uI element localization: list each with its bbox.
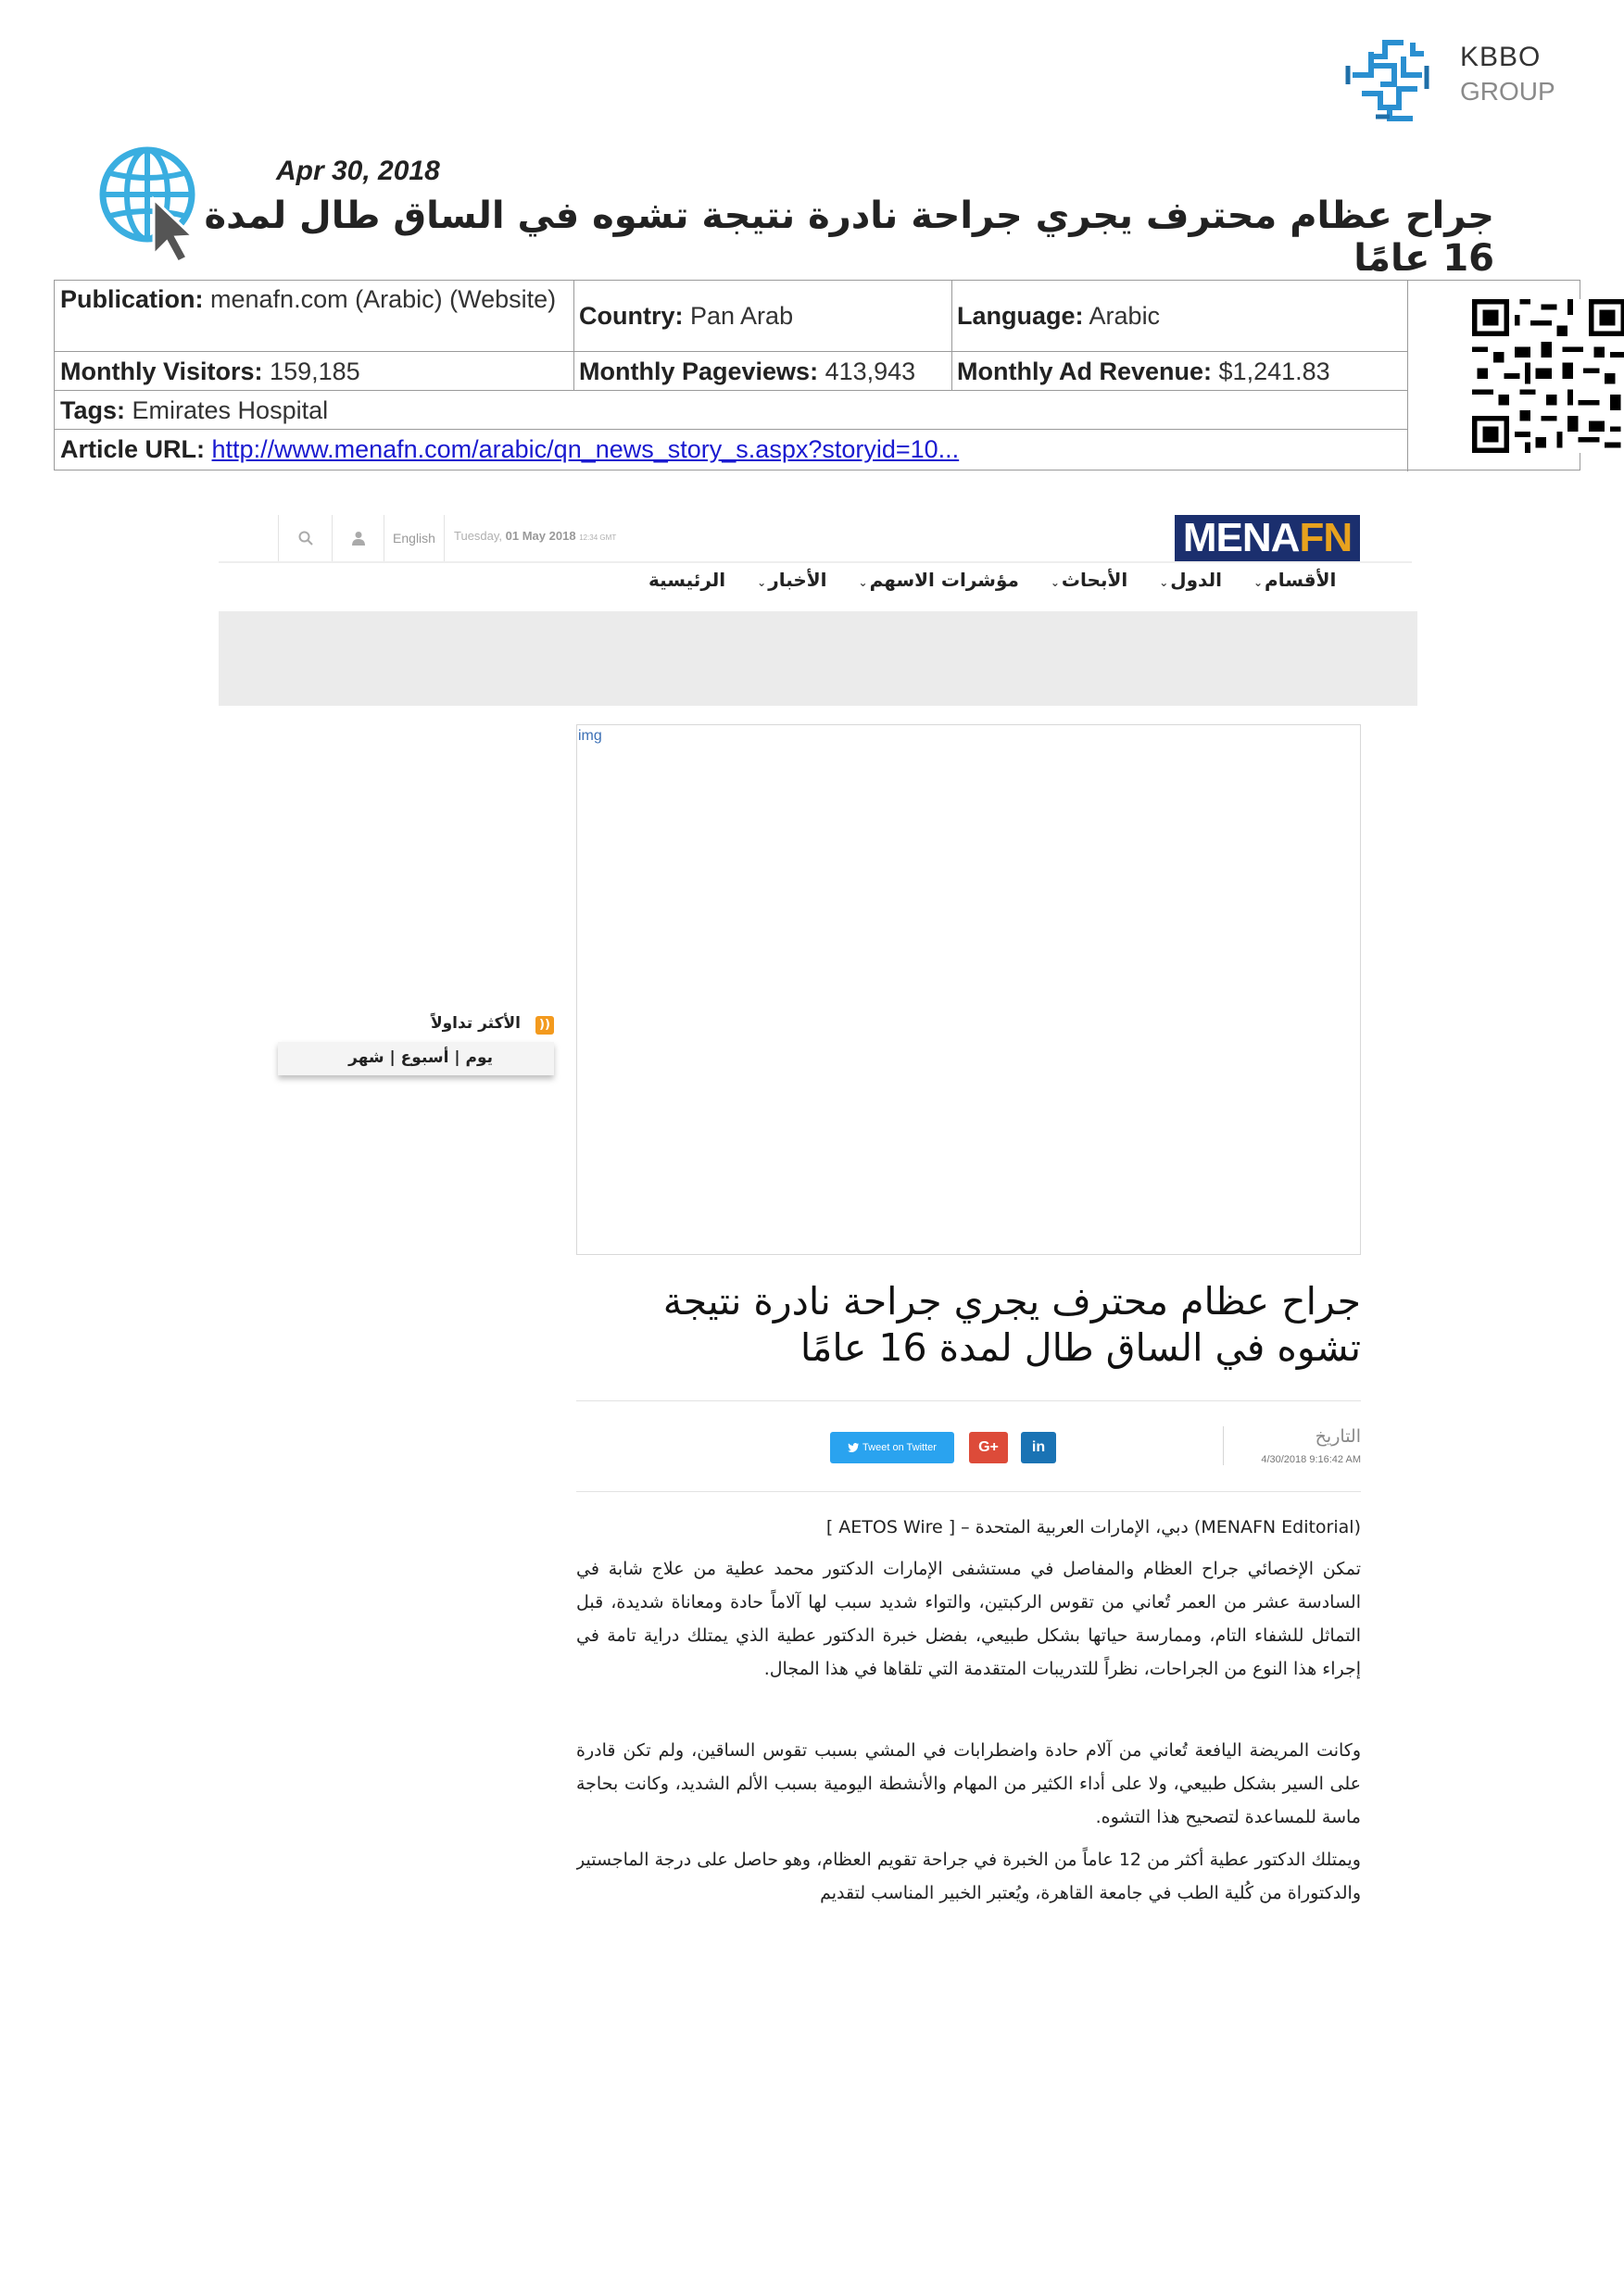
divider — [576, 1400, 1361, 1401]
ad-revenue-cell: Monthly Ad Revenue: $1,241.83 — [957, 358, 1330, 385]
tags-cell: Tags: Emirates Hospital — [60, 396, 329, 424]
english-link[interactable]: English — [384, 515, 445, 561]
article-dateline: (MENAFN Editorial) دبي، الإمارات العربية المتحدة – [ AETOS Wire ] — [825, 1517, 1361, 1537]
chevron-down-icon: ⌄ — [858, 576, 868, 589]
article-paragraph: تمكن الإخصائي جراح العظام والمفاصل في مستشفى الإمارات الدكتور محمد عطية من علاج شابة في السادسة عشر من العمر تُعاني من تقوس الركبتين، والتواء شديد سبب لها آلاماً حادة ومعاناة شديدة، قبل التماثل للشفاء التام، وممارسة حياتها بشكل طبيعي، بفضل خبرة الدكتور عطية الذي يمتلك دراية تامة في إجراء هذا النوع من الجراحات، نظراً للتدريبات المتقدمة التي تلقاها في هذا المجال. — [576, 1559, 1361, 1679]
site-date: Tuesday, 01 May 2018 12:34 GMT — [454, 529, 617, 543]
widget-period-tabs[interactable]: يوم | أسبوع | شهر — [278, 1042, 554, 1075]
nav-item-countries[interactable]: الدول⌄ — [1159, 569, 1222, 591]
divider — [1223, 1426, 1224, 1465]
image-alt-text: img — [578, 728, 602, 744]
widget-title: الأكثر تداولاً — [430, 1014, 521, 1033]
nav-item-indices[interactable]: مؤشرات الاسهم⌄ — [858, 569, 1019, 591]
chevron-down-icon: ⌄ — [1253, 576, 1264, 589]
chevron-down-icon: ⌄ — [1159, 576, 1169, 589]
report-title: جراح عظام محترف يجري جراحة نادرة نتيجة تشوه في الساق طال لمدة 16 عامًا — [204, 194, 1494, 280]
qr-code-icon — [1472, 299, 1624, 453]
ad-banner[interactable] — [219, 611, 1417, 706]
chevron-down-icon: ⌄ — [1050, 576, 1060, 589]
web-globe-cursor-icon — [96, 144, 208, 264]
publication-cell: Publication: menafn.com (Arabic) (Website) — [60, 285, 557, 313]
user-icon — [352, 531, 365, 546]
nav-item-research[interactable]: الأبحاث⌄ — [1050, 569, 1128, 591]
twitter-icon — [848, 1443, 859, 1452]
nav-item-sections[interactable]: الأقسام⌄ — [1253, 569, 1337, 591]
brand-name: KBBO — [1460, 42, 1542, 72]
article-paragraph: وكانت المريضة اليافعة تُعاني من آلام حادة واضطرابات في المشي بسبب تقوس الساقين، ولم تكن قادرة على السير بشكل طبيعي، ولا على أداء الكثير من المهام والأنشطة اليومية بسبب الألم الشديد، وكانت بحاجة ماسة للمساعدة لتصحيح هذا التشوه. — [576, 1740, 1361, 1827]
brand-subtitle: GROUP — [1460, 77, 1555, 106]
user-account-button[interactable] — [332, 515, 384, 561]
divider — [576, 1491, 1361, 1492]
article-url-link[interactable]: http://www.menafn.com/arabic/qn_news_story_s.aspx?storyid=10... — [211, 435, 960, 463]
article-url-cell: Article URL: http://www.menafn.com/arabic/qn_news_story_s.aspx?storyid=10... — [60, 435, 960, 463]
most-traded-widget — [278, 1014, 554, 1077]
article-date-label: التاريخ — [1315, 1426, 1361, 1447]
country-cell: Country: Pan Arab — [579, 302, 794, 330]
nav-item-home[interactable]: الرئيسية — [648, 569, 726, 591]
tweet-button[interactable]: Tweet on Twitter — [830, 1432, 954, 1463]
rss-icon[interactable]: )) — [535, 1016, 554, 1035]
article-paragraph: ويمتلك الدكتور عطية أكثر من 12 عاماً من الخبرة في جراحة تقويم العظام، وهو حاصل على درجة الماجستير والدكتوراة من كُلية الطب في جامعة القاهرة، ويُعتبر الخبير المناسب لتقديم — [576, 1850, 1361, 1903]
visitors-cell: Monthly Visitors: 159,185 — [60, 358, 360, 385]
report-date: Apr 30, 2018 — [276, 156, 440, 186]
article-title: جراح عظام محترف يجري جراحة نادرة نتيجة تشوه في الساق طال لمدة 16 عامًا — [662, 1279, 1361, 1370]
publication-metadata-table — [54, 280, 1580, 470]
search-icon — [298, 531, 313, 546]
linkedin-button[interactable]: in — [1021, 1432, 1056, 1463]
pageviews-cell: Monthly Pageviews: 413,943 — [579, 358, 916, 385]
topbar-divider — [219, 561, 1412, 563]
main-navigation — [648, 569, 1337, 602]
chevron-down-icon: ⌄ — [757, 576, 767, 589]
language-cell: Language: Arabic — [957, 302, 1161, 330]
article-image — [576, 724, 1361, 1255]
google-plus-button[interactable]: G+ — [969, 1432, 1008, 1463]
search-button[interactable] — [278, 515, 333, 561]
article-date-value: 4/30/2018 9:16:42 AM — [1261, 1454, 1361, 1465]
menafn-logo[interactable]: MENAFN — [1175, 515, 1360, 561]
nav-item-news[interactable]: الأخبار⌄ — [757, 569, 827, 591]
